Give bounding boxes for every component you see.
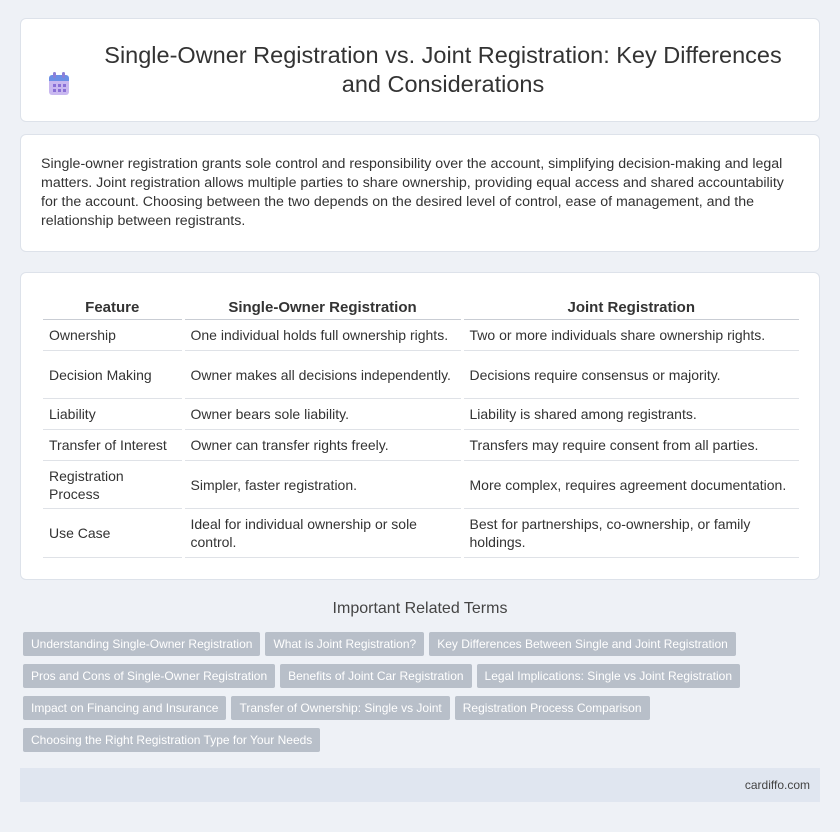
joint-cell: More complex, requires agreement documentation. [462,461,799,509]
feature-cell: Use Case [43,509,183,558]
header-single-owner: Single-Owner Registration [183,287,462,320]
comparison-card [20,272,820,580]
related-term-tag[interactable]: Legal Implications: Single vs Joint Registration [477,664,740,688]
intro-card [20,134,820,252]
table-header-row [43,287,799,320]
table-row [43,399,799,430]
related-term-tag[interactable]: Pros and Cons of Single-Owner Registration [23,664,275,688]
site-name[interactable]: cardiffo.com [744,778,810,792]
header-joint: Joint Registration [462,287,799,320]
related-term-tag[interactable]: Benefits of Joint Car Registration [280,664,471,688]
feature-cell: Ownership [43,320,183,351]
header-feature: Feature [43,287,183,320]
feature-cell: Registration Process [43,461,183,509]
table-row [43,430,799,461]
calendar-icon [47,71,71,97]
comparison-table [43,287,799,558]
related-term-tag[interactable]: Choosing the Right Registration Type for Your Needs [23,728,320,752]
related-term-tag[interactable]: Registration Process Comparison [455,696,650,720]
feature-cell: Transfer of Interest [43,430,183,461]
table-row [43,351,799,399]
related-term-tag[interactable]: What is Joint Registration? [265,632,424,656]
table-row [43,461,799,509]
related-terms-list [23,632,823,760]
single-owner-cell: Owner bears sole liability. [183,399,462,430]
related-term-tag[interactable]: Transfer of Ownership: Single vs Joint [231,696,449,720]
joint-cell: Two or more individuals share ownership rights. [462,320,799,351]
related-term-tag[interactable]: Impact on Financing and Insurance [23,696,226,720]
joint-cell: Best for partnerships, co-ownership, or family holdings. [462,509,799,558]
single-owner-cell: Simpler, faster registration. [183,461,462,509]
intro-paragraph: Single-owner registration grants sole control and responsibility over the account, simplifying decision-making and legal matters. Joint registration allows multiple parties to share ownership, providing equal access and shared accountability for the account. Choosing between the two depends on the desired level of control, ease of management, and the relationship between registrants. [41,156,784,229]
title-card [20,18,820,122]
related-terms-heading: Important Related Terms [332,600,508,617]
table-row [43,320,799,351]
joint-cell: Decisions require consensus or majority. [462,351,799,399]
table-row [43,509,799,558]
feature-cell: Decision Making [43,351,183,399]
single-owner-cell: Ideal for individual ownership or sole control. [183,509,462,558]
single-owner-cell: Owner makes all decisions independently. [183,351,462,399]
joint-cell: Liability is shared among registrants. [462,399,799,430]
single-owner-cell: Owner can transfer rights freely. [183,430,462,461]
related-term-tag[interactable]: Key Differences Between Single and Joint Registration [429,632,736,656]
feature-cell: Liability [43,399,183,430]
single-owner-cell: One individual holds full ownership rights. [183,320,462,351]
related-term-tag[interactable]: Understanding Single-Owner Registration [23,632,260,656]
footer [20,768,820,802]
page-title: Single-Owner Registration vs. Joint Registration: Key Differences and Considerations [104,42,782,97]
joint-cell: Transfers may require consent from all parties. [462,430,799,461]
